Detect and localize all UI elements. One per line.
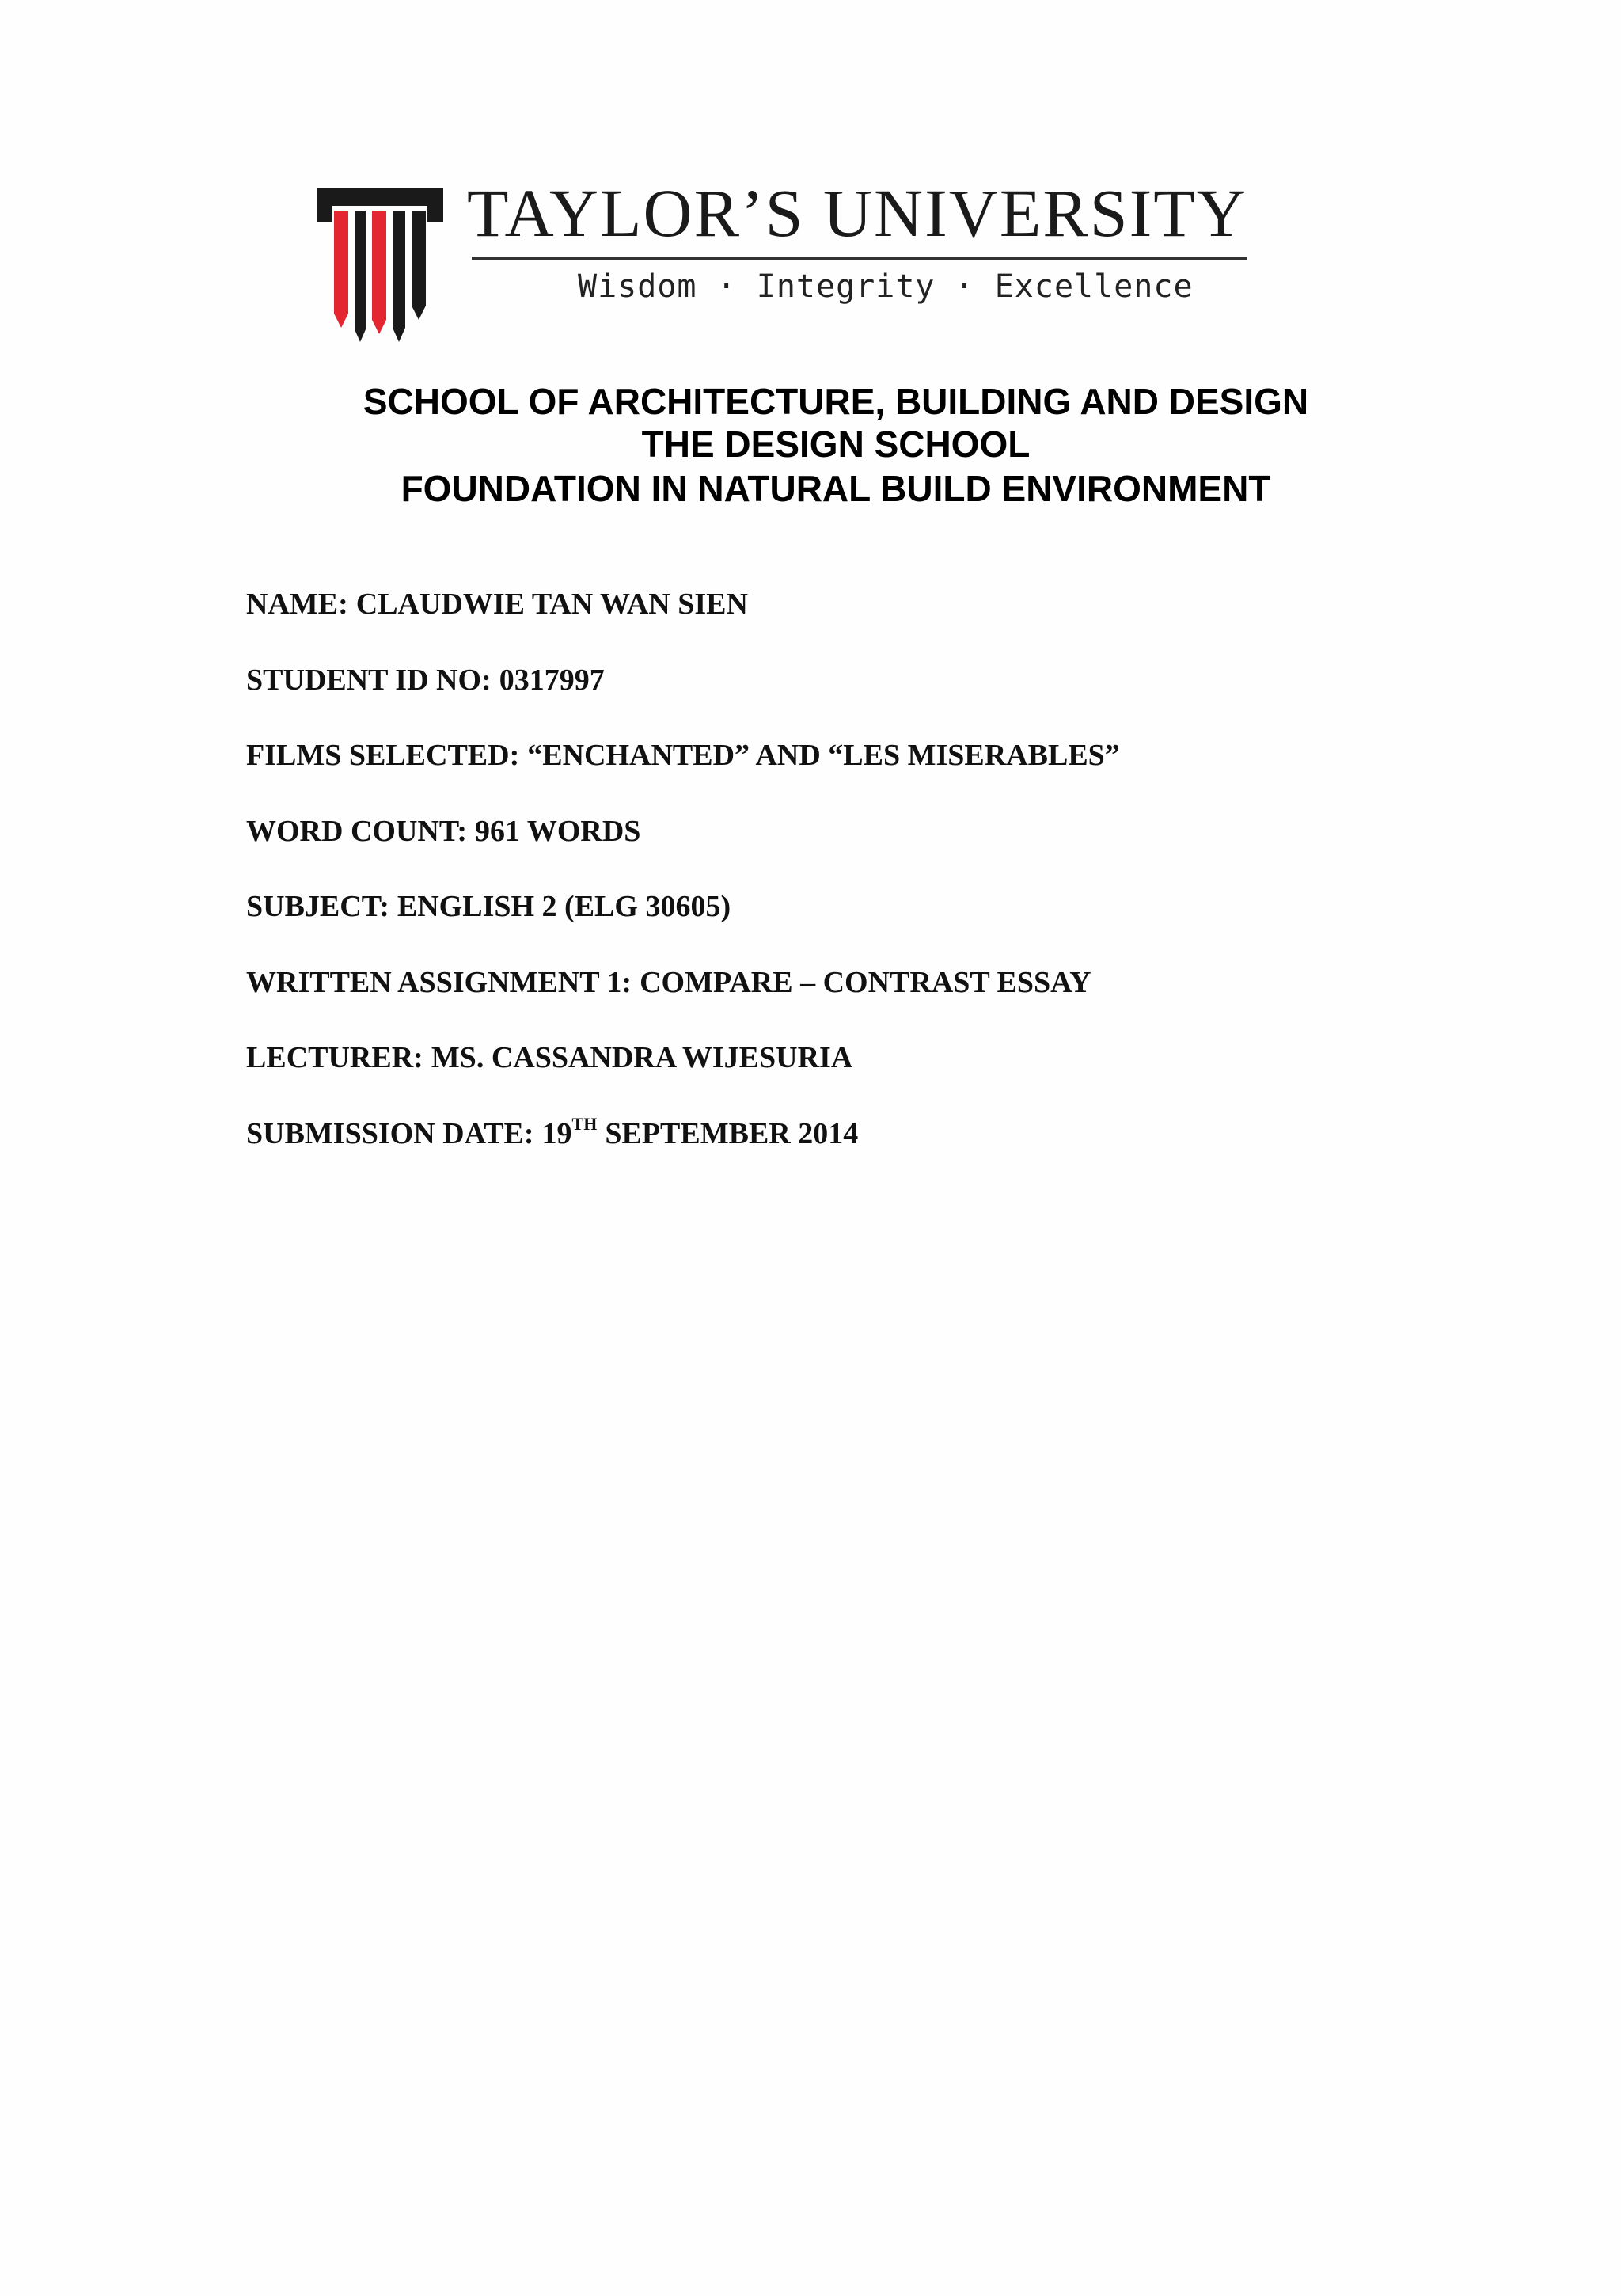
detail-label: SUBJECT: bbox=[246, 890, 389, 923]
detail-label: FILMS SELECTED: bbox=[246, 739, 520, 772]
detail-films bbox=[246, 740, 1433, 816]
university-tagline: Wisdom · Integrity · Excellence bbox=[578, 268, 1194, 305]
logo-divider bbox=[472, 257, 1247, 260]
detail-label: NAME: bbox=[246, 587, 348, 621]
detail-label: SUBMISSION DATE: bbox=[246, 1116, 534, 1150]
detail-submission-date bbox=[246, 1113, 1433, 1195]
detail-value: CLAUDWIE TAN WAN SIEN bbox=[355, 587, 748, 621]
detail-lecturer bbox=[246, 1043, 1433, 1119]
university-name: TAYLOR’S UNIVERSITY bbox=[467, 175, 1247, 251]
detail-value: 961 WORDS bbox=[475, 814, 641, 848]
detail-value: COMPARE – CONTRAST ESSAY bbox=[640, 965, 1091, 999]
detail-label: LECTURER: bbox=[246, 1041, 423, 1074]
pillar-emblem-icon bbox=[317, 187, 443, 345]
detail-label: WORD COUNT: bbox=[246, 814, 468, 848]
detail-word-count bbox=[246, 816, 1433, 892]
detail-name bbox=[246, 589, 1433, 665]
student-details bbox=[246, 589, 1433, 1194]
university-logo bbox=[317, 175, 1258, 350]
detail-subject bbox=[246, 891, 1433, 967]
submission-day-ordinal: TH bbox=[571, 1113, 598, 1134]
detail-label: STUDENT ID NO: bbox=[246, 663, 492, 697]
detail-label: WRITTEN ASSIGNMENT 1: bbox=[246, 965, 632, 999]
detail-assignment bbox=[246, 967, 1433, 1043]
detail-value: 0317997 bbox=[499, 663, 605, 697]
detail-value: ENGLISH 2 (ELG 30605) bbox=[397, 890, 731, 923]
detail-value: “ENCHANTED” AND “LES MISERABLES” bbox=[527, 739, 1120, 772]
submission-month-year: SEPTEMBER 2014 bbox=[605, 1116, 859, 1150]
school-name: SCHOOL OF ARCHITECTURE, BUILDING AND DESIGN bbox=[363, 381, 1309, 422]
submission-day: 19 bbox=[541, 1116, 572, 1150]
detail-value: MS. CASSANDRA WIJESURIA bbox=[431, 1041, 853, 1074]
detail-student-id bbox=[246, 665, 1433, 741]
programme-name: FOUNDATION IN NATURAL BUILD ENVIRONMENT bbox=[401, 468, 1271, 509]
department-name: THE DESIGN SCHOOL bbox=[641, 424, 1031, 465]
